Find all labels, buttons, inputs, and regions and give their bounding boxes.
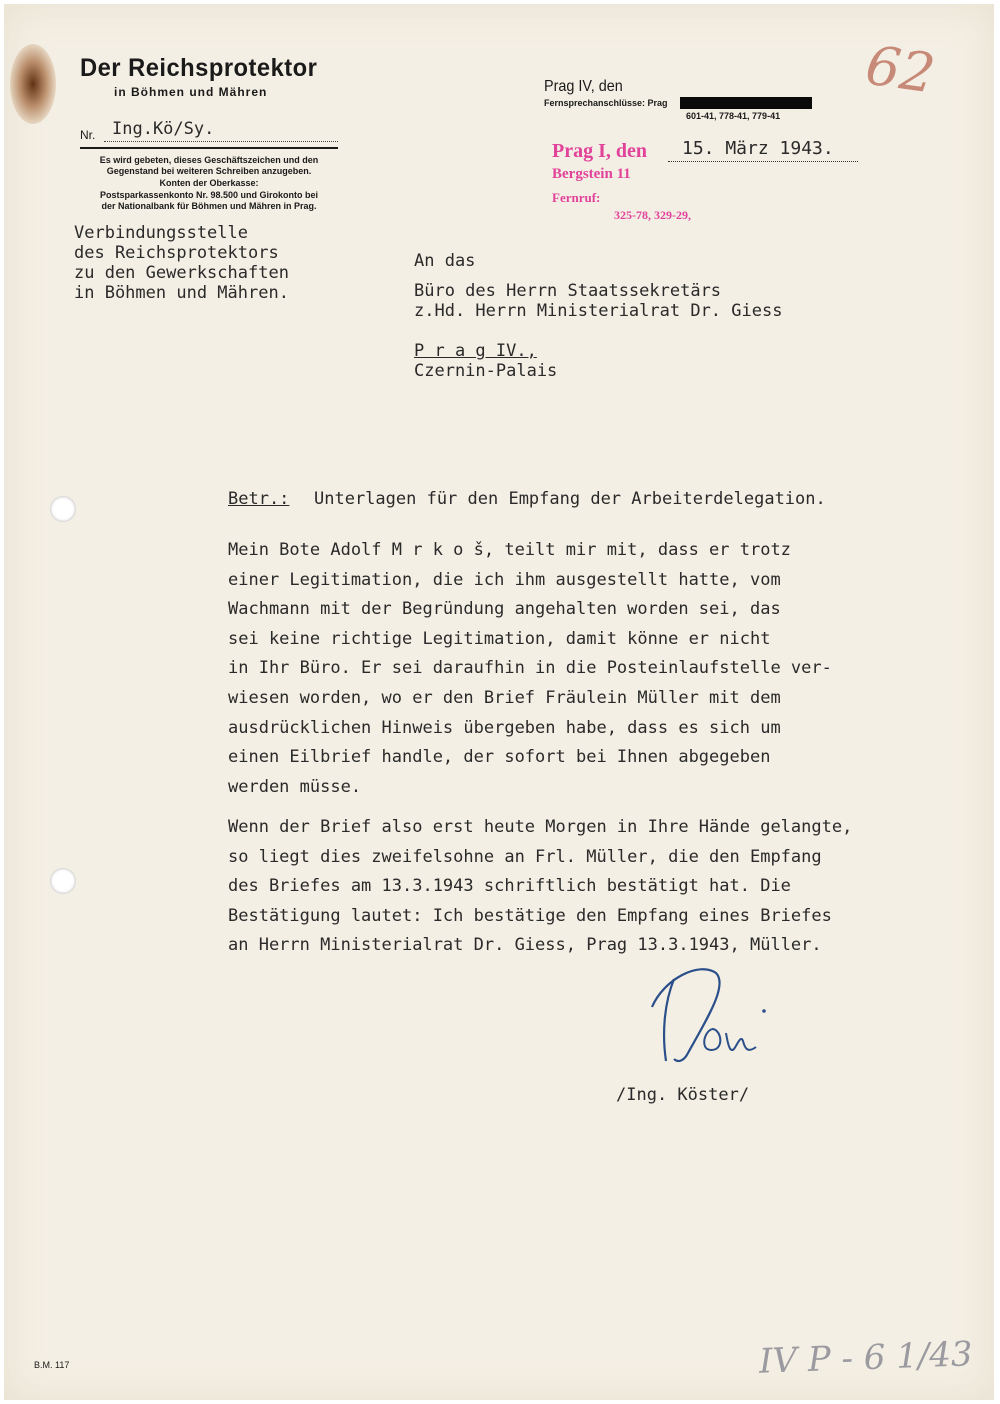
stamp-phone: 325-78, 329-29, — [614, 208, 691, 222]
accounts-label: Konten der Oberkasse: — [159, 178, 259, 188]
notice-line-2: Gegenstand bei weiteren Schreiben anzugeben. — [106, 166, 312, 176]
redaction-bar — [680, 97, 812, 109]
body-p1-line-9: werden müsse. — [228, 777, 362, 797]
nr-value: Ing.Kö/Sy. — [112, 119, 215, 139]
body-p1-line-1: Mein Bote Adolf M r k o š, teilt mir mit, dass er trotz — [228, 540, 791, 560]
phone-label: Fernsprechanschlüsse: Prag — [544, 98, 668, 108]
subject-text: Unterlagen für den Empfang der Arbeiterdelegation. — [314, 489, 826, 509]
punch-hole-lower — [50, 868, 76, 894]
stamp-street: Bergstein 11 — [552, 166, 631, 182]
body-p1-line-2: einer Legitimation, die ich ihm ausgestellt hatte, vom — [228, 570, 781, 590]
body-p2-line-4: Bestätigung lautet: Ich bestätige den Empfang eines Briefes — [228, 906, 832, 926]
body-p1-line-5: in Ihr Büro. Er sei daraufhin in die Posteinlaufstelle ver- — [228, 658, 832, 678]
body-p1-line-4: sei keine richtige Legitimation, damit könne er nicht — [228, 629, 771, 649]
form-code: B.M. 117 — [34, 1360, 70, 1370]
letterhead-subtitle: in Böhmen und Mähren — [114, 85, 268, 99]
signed-name: /Ing. Köster/ — [616, 1085, 750, 1105]
letterhead-title: Der Reichsprotektor — [80, 54, 318, 82]
place-label: Prag IV, den — [544, 78, 623, 95]
stamp-place: Prag I, den — [552, 140, 647, 162]
recipient-line-3: z.Hd. Herrn Ministerialrat Dr. Giess — [414, 301, 783, 321]
body-p2-line-3: des Briefes am 13.3.1943 schriftlich bestätigt hat. Die — [228, 876, 791, 896]
body-p1-line-7: ausdrücklichen Hinweis übergeben habe, dass es sich um — [228, 718, 781, 738]
folio-number: 62 — [861, 33, 939, 106]
burn-mark — [10, 44, 56, 124]
phone-numbers: 601-41, 778-41, 779-41 — [686, 111, 781, 121]
accounts-line-2: der Nationalbank für Böhmen und Mähren in Prag. — [101, 201, 317, 211]
nr-underline — [104, 141, 338, 143]
letter-page — [4, 4, 994, 1400]
punch-hole-upper — [50, 496, 76, 522]
body-p2-line-2: so liegt dies zweifelsohne an Frl. Müller, die den Empfang — [228, 847, 822, 867]
recipient-line-2: Büro des Herrn Staatssekretärs — [414, 281, 722, 301]
stamp-phone-label: Fernruf: — [552, 190, 601, 205]
letterhead-rule — [80, 147, 338, 149]
body-p1-line-3: Wachmann mit der Begründung angehalten worden sei, das — [228, 599, 781, 619]
recipient-line-1: An das — [414, 251, 476, 271]
body-p2-line-5: an Herrn Ministerialrat Dr. Giess, Prag 13.3.1943, Müller. — [228, 935, 822, 955]
letter-date: 15. März 1943. — [682, 138, 834, 159]
body-p1-line-8: einen Eilbrief handle, der sofort bei Ihnen abgegeben — [228, 747, 771, 767]
sender-line-1: Verbindungsstelle — [74, 223, 248, 243]
handwritten-signature — [604, 949, 804, 1079]
sender-line-3: zu den Gewerkschaften — [74, 263, 289, 283]
sender-line-2: des Reichsprotektors — [74, 243, 279, 263]
notice-line-1: Es wird gebeten, dieses Geschäftszeichen und den — [99, 155, 319, 165]
nr-label: Nr. — [80, 128, 96, 142]
accounts-line-1: Postsparkassenkonto Nr. 98.500 und Girokonto bei — [99, 190, 319, 200]
subject-label: Betr.: — [228, 489, 290, 509]
sender-line-4: in Böhmen und Mähren. — [74, 283, 289, 303]
body-p2-line-1: Wenn der Brief also erst heute Morgen in Ihre Hände gelangte, — [228, 817, 853, 837]
recipient-line-5: Czernin-Palais — [414, 361, 558, 381]
date-dotted-line — [668, 161, 858, 162]
file-reference: IV P - 6 1/43 — [758, 1334, 974, 1382]
recipient-city: P r a g IV., — [414, 341, 537, 361]
body-p1-line-6: wiesen worden, wo er den Brief Fräulein Müller mit dem — [228, 688, 781, 708]
